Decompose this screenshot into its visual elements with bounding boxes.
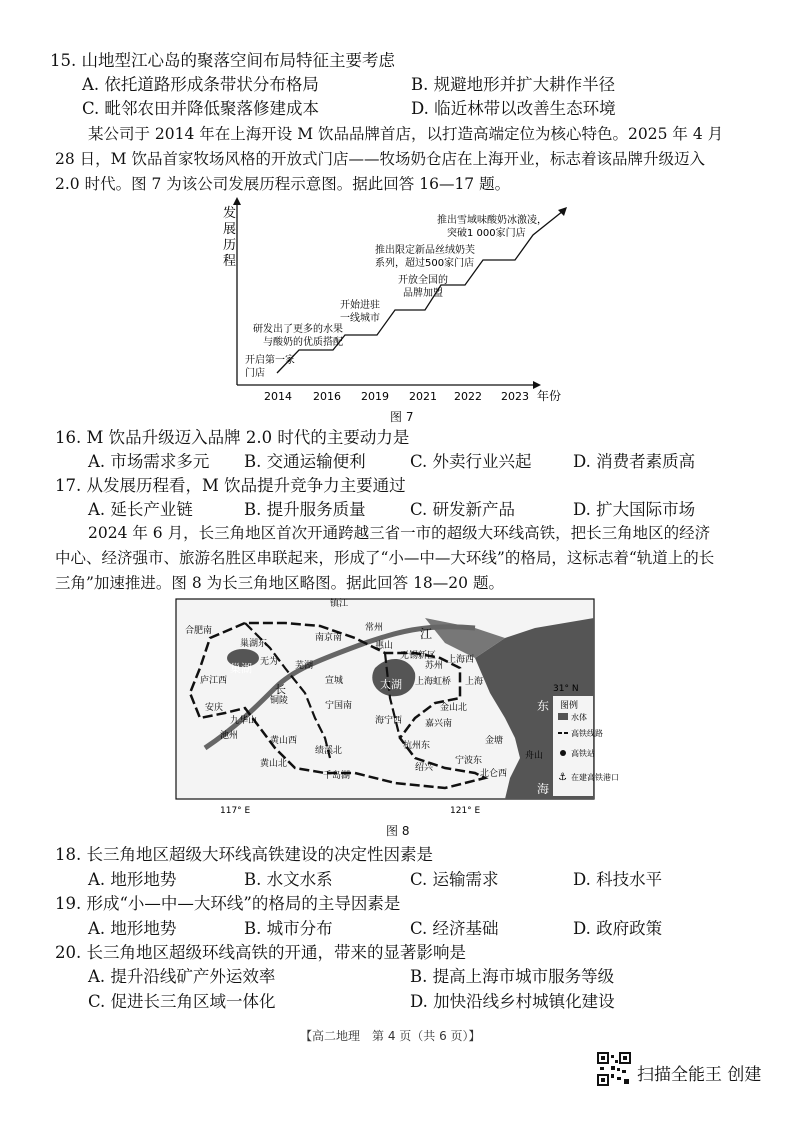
year-tick: 2016 [313,390,341,403]
step-label-6: 推出雪域味酸奶冰激凌， [437,215,547,226]
q19-option-b: B. 城市分布 [244,919,333,938]
step-label-5b: 系列，超过500家门店 [375,258,475,269]
q20-option-a: A. 提升沿线矿产外运效率 [88,967,276,986]
year-tick: 2021 [409,390,437,403]
step-label-3: 开始进驻 [340,300,380,311]
longitude-label: 117° E [220,806,251,816]
q16-option-a: A. 市场需求多元 [88,452,210,471]
q18-option-b: B. 水文水系 [244,870,333,889]
station-label: 绍兴 [415,763,434,773]
station-label: 黄山北 [260,759,288,769]
station-label: 上海西 [447,655,475,665]
station-label: 无锡新区 [400,651,437,661]
station-label: 惠山 [375,641,394,651]
q17-stem: 17. 从发展历程看，M 饮品提升竞争力主要通过 [55,476,406,495]
legend-label: 水体 [571,713,587,722]
station-label: 池州 [220,731,239,741]
station-label: 南京南 [315,633,343,643]
figure-7-development-chart [215,195,585,425]
station-label: 安庆 [205,703,224,713]
station-label: 嘉兴南 [425,719,453,729]
year-tick: 2014 [264,390,292,403]
passage2-line3: 三角”加速推进。图 8 为长三角地区略图。据此回答 18—20 题。 [55,574,504,592]
q20-option-b: B. 提高上海市城市服务等级 [410,967,615,986]
q16-option-b: B. 交通运输便利 [244,452,366,471]
station-label: 金塘 [485,736,504,746]
step-label-6b: 突破1 000家门店 [447,228,526,239]
station-label: 上海虹桥 [415,677,452,687]
q16-stem: 16. M 饮品升级迈入品牌 2.0 时代的主要动力是 [55,428,410,447]
y-axis-label-4: 程 [223,254,237,269]
station-label: 绩溪北 [315,746,343,756]
station-label: 芜湖 [295,661,314,671]
year-tick: 2019 [361,390,389,403]
station-label: 杭州东 [403,741,431,751]
station-label: 镇江 [330,599,349,609]
station-label: 北仑西 [480,769,508,779]
q15-stem: 15. 山地型江心岛的聚落空间布局特征主要考虑 [50,51,395,70]
q19-option-d: D. 政府政策 [573,919,663,938]
q20-option-c: C. 促进长三角区域一体化 [88,992,276,1011]
figure-8-yangtze-delta-map [175,598,619,818]
y-axis-label-3: 历 [223,238,237,253]
station-label: 合肥南 [185,626,213,636]
legend-label: 高铁站 [571,749,595,758]
passage1-line1: 某公司于 2014 年在上海开设 M 饮品品牌首店，以打造高端定位为核心特色。2025 年 4 月 [88,125,724,143]
sea-label: 海 [537,782,550,796]
river-label: 长 [275,683,286,696]
q19-stem: 19. 形成“小—中—大环线”的格局的主导因素是 [55,894,401,913]
station-label: 舟山 [525,751,544,761]
x-axis-label: 年份 [537,389,562,403]
step-label-2: 研发出了更多的水果 [253,324,343,335]
station-label: 宁波东 [455,756,483,766]
longitude-label: 121° E [450,806,481,816]
step-label-4: 开放全国的 [398,275,448,286]
figure-8-caption: 图 8 [386,824,410,838]
q18-option-c: C. 运输需求 [410,870,499,889]
step-label-4b: 品牌加盟 [403,288,443,299]
q16-option-d: D. 消费者素质高 [573,452,696,471]
step-label-5: 推出限定新品丝绒奶芙 [375,245,475,256]
passage2-line1: 2024 年 6 月，长三角地区首次开通跨越三省一市的超级大环线高铁，把长三角地区的经济 [88,524,711,542]
q19-option-a: A. 地形地势 [88,919,177,938]
q20-stem: 20. 长三角地区超级环线高铁的开通，带来的显著影响是 [55,943,466,962]
q15-option-b: B. 规避地形并扩大耕作半径 [411,75,616,94]
station-label: 上海 [465,677,484,687]
station-label: 金山北 [440,703,468,713]
legend-water-swatch [558,713,568,720]
legend-station-icon [560,750,566,756]
q18-option-a: A. 地形地势 [88,870,177,889]
legend-title: 图例 [560,701,579,711]
y-axis-label-2: 展 [223,222,237,237]
station-label: 黄山西 [270,736,298,746]
scanner-watermark: 扫描全能王 创建 [637,1065,762,1085]
station-label: 庐江西 [200,676,228,686]
step-label-3b: 一线城市 [340,313,380,324]
passage2-line2: 中心、经济强市、旅游名胜区串联起来，形成了“小—中—大环线”的格局，这标志着“轨道上的长 [55,549,715,567]
q19-option-c: C. 经济基础 [410,919,499,938]
station-label: 巢湖东 [240,639,268,649]
q15-option-d: D. 临近林带以改善生态环境 [411,99,616,118]
step-label-2b: 与酸奶的优质搭配 [263,337,343,348]
station-label: 苏州 [425,661,444,671]
passage1-line2: 28 日，M 饮品首家牧场风格的开放式门店——牧场奶仓店在上海开业，标志着该品牌升级迈入 [55,150,705,168]
y-axis-label-1: 发 [223,206,237,221]
y-axis-arrow-icon [233,197,241,205]
q16-option-c: C. 外卖行业兴起 [410,452,532,471]
station-label: 宁国南 [325,701,353,711]
station-label: 海宁西 [375,716,403,726]
step-label-1: 开启第一家 [245,355,295,366]
q17-option-d: D. 扩大国际市场 [573,500,696,519]
x-axis-arrow-icon [533,381,541,389]
station-label: 常州 [365,623,384,633]
year-tick: 2022 [454,390,482,403]
q20-option-d: D. 加快沿线乡村城镇化建设 [410,992,615,1011]
q17-option-c: C. 研发新产品 [410,500,516,519]
year-tick: 2023 [501,390,529,403]
page-footer: 【高二地理 第 4 页（共 6 页）】 [300,1029,481,1043]
station-label: 无为 [260,657,279,667]
step-label-1b: 门店 [245,368,265,379]
station-label: 九华山 [230,716,258,726]
passage1-line3: 2.0 时代。图 7 为该公司发展历程示意图。据此回答 16—17 题。 [55,175,511,193]
lake-label: 巢湖 [230,662,252,675]
latitude-label: 31° N [553,684,579,694]
legend-label: 在建高铁港口 [571,773,619,782]
q18-option-d: D. 科技水平 [573,870,663,889]
q15-option-a: A. 依托道路形成条带状分布格局 [82,75,319,94]
legend-label: 高铁线路 [571,729,603,738]
q17-option-b: B. 提升服务质量 [244,500,366,519]
lake-label: 太湖 [380,678,402,691]
q15-option-c: C. 毗邻农田并降低聚落修建成本 [82,99,320,118]
station-label: 千岛湖 [323,771,351,781]
q18-stem: 18. 长三角地区超级大环线高铁建设的决定性因素是 [55,845,433,864]
qr-code-icon [597,1052,631,1086]
river-label: 江 [420,627,433,641]
station-label: 铜陵 [270,696,289,706]
station-label: 宣城 [325,676,344,686]
sea-label: 东 [537,699,550,713]
anchor-icon: ⚓ [558,772,567,783]
figure-7-caption: 图 7 [390,410,414,424]
q17-option-a: A. 延长产业链 [88,500,193,519]
